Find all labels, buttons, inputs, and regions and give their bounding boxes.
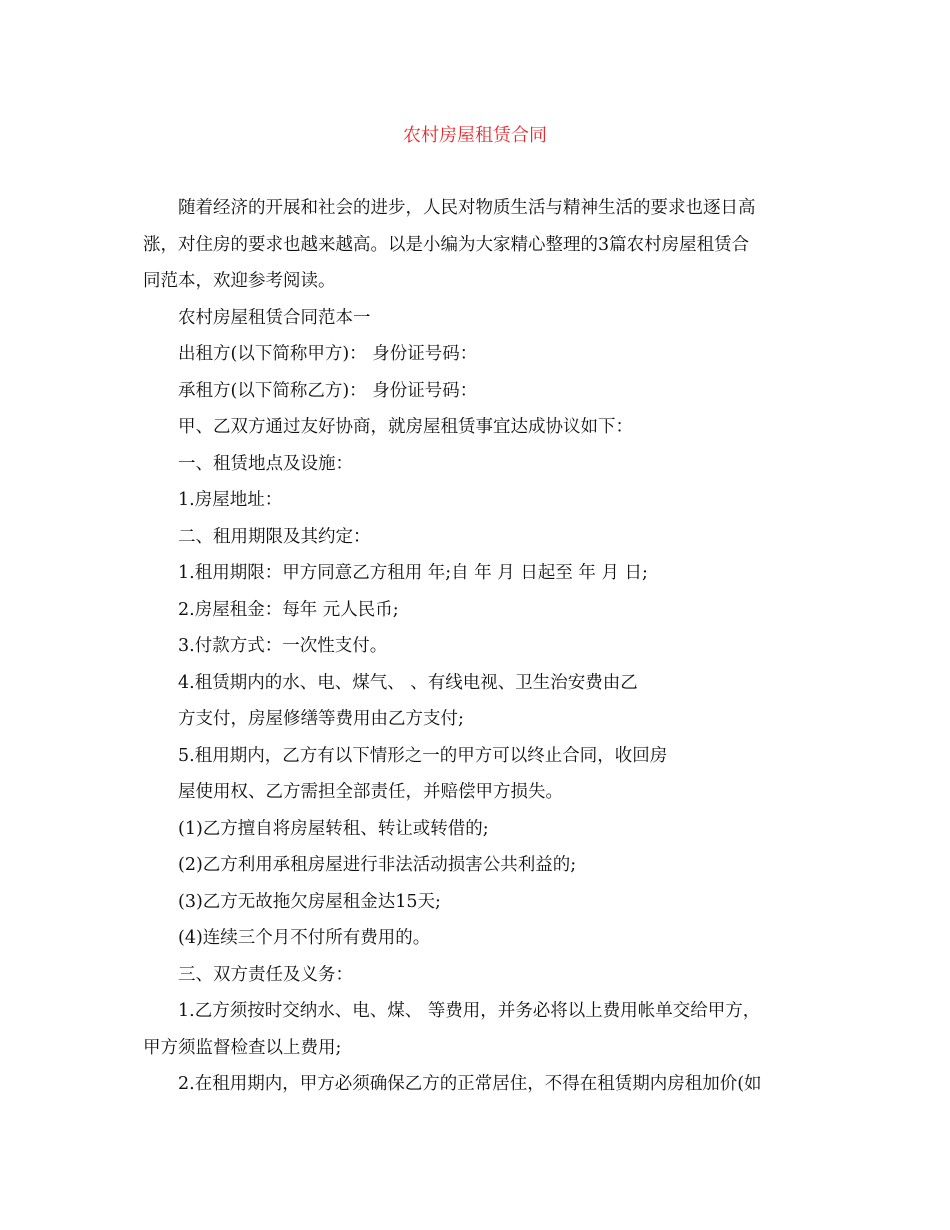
clause-2-item-2: 2.房屋租金：每年 元人民币; [178, 599, 399, 620]
party-b-line: 承租方(以下简称乙方)： 身份证号码： [178, 380, 478, 401]
paragraph-intro-line-3: 同范本，欢迎参考阅读。 [143, 271, 336, 291]
clause-3-item-1-line-1: 1.乙方须按时交纳水、电、煤、 等费用，并务必将以上费用帐单交给甲方， [178, 1001, 761, 1021]
paragraph-intro-line-1: 随着经济的开展和社会的进步，人民对物质生活与精神生活的要求也逐日高 [178, 198, 756, 218]
clause-3-item-2-line-1: 2.在租用期内，甲方必须确保乙方的正常居住，不得在租赁期内房租加价(如 [178, 1074, 762, 1094]
clause-2-item-3: 3.付款方式：一次性支付。 [178, 636, 388, 656]
agreement-statement: 甲、乙双方通过友好协商，就房屋租赁事宜达成协议如下： [178, 417, 633, 437]
clause-2-item-5-line-1: 5.租用期内，乙方有以下情形之一的甲方可以终止合同，收回房 [178, 745, 668, 766]
clause-2-sub-item-1: (1)乙方擅自将房屋转租、转让或转借的; [178, 818, 489, 839]
section-heading-template-one: 农村房屋租赁合同范本一 [178, 307, 371, 328]
clause-2-item-4-line-1: 4.租赁期内的水、电、煤气、 、有线电视、卫生治安费由乙 [178, 672, 638, 693]
clause-1-item-1: 1.房屋地址： [178, 490, 283, 510]
clause-2-item-1: 1.租用期限：甲方同意乙方租用 年;自 年 月 日起至 年 月 日; [178, 563, 648, 583]
document-body [143, 190, 808, 1103]
clause-2-sub-item-4: (4)连续三个月不付所有费用的。 [178, 928, 431, 948]
clause-heading-1: 一、租赁地点及设施： [178, 453, 353, 474]
clause-2-item-5-line-2: 屋使用权、乙方需担全部责任，并赔偿甲方损失。 [178, 782, 563, 802]
party-a-line: 出租方(以下简称甲方)： 身份证号码： [178, 344, 478, 364]
clause-2-item-4-line-2: 方支付，房屋修缮等费用由乙方支付; [178, 709, 464, 729]
clause-3-item-1-line-2: 甲方须监督检查以上费用; [143, 1037, 342, 1058]
clause-2-sub-item-3: (3)乙方无故拖欠房屋租金达15天; [178, 891, 441, 912]
clause-2-sub-item-2: (2)乙方利用承租房屋进行非法活动损害公共利益的; [178, 855, 577, 875]
document-title: 农村房屋租赁合同 [403, 125, 547, 146]
paragraph-intro-line-2: 涨，对住房的要求也越来越高。以是小编为大家精心整理的3篇农村房屋租赁合 [143, 234, 750, 255]
clause-heading-3: 三、双方责任及义务： [178, 964, 353, 985]
clause-heading-2: 二、租用期限及其约定： [178, 526, 371, 547]
